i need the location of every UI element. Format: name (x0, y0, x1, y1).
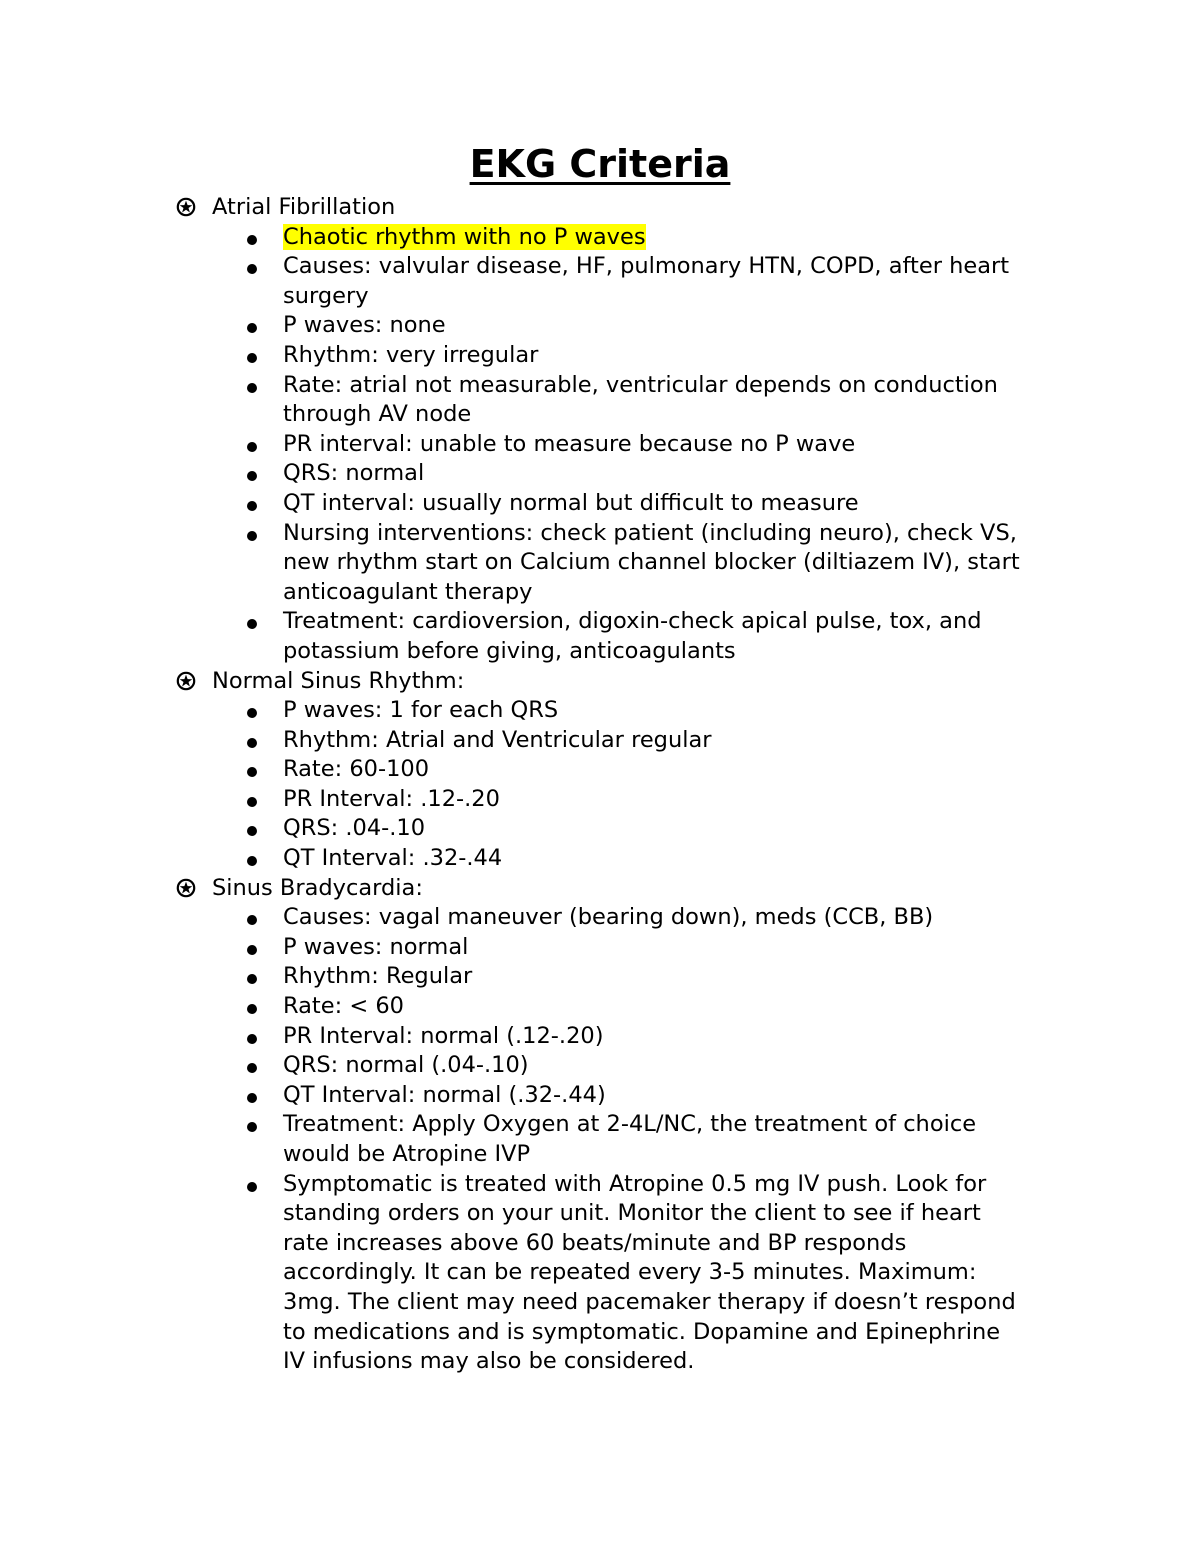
list-item (176, 459, 1096, 489)
star-bullet-icon (176, 196, 196, 216)
list-item (176, 607, 1096, 666)
list-item-line: Treatment: Apply Oxygen at 2-4L/NC, the treatment of choice (283, 1111, 977, 1138)
bullet-list (176, 696, 1096, 874)
bullet-dot-icon (247, 856, 257, 866)
bullet-dot-icon (247, 1093, 257, 1103)
list-item (176, 814, 1096, 844)
list-item (176, 696, 1096, 726)
bullet-dot-icon (247, 501, 257, 511)
section-heading (176, 667, 1096, 697)
list-item (176, 1022, 1096, 1052)
bullet-list (176, 223, 1096, 667)
list-item-line: PR Interval: .12-.20 (283, 785, 500, 812)
bullet-dot-icon (247, 353, 257, 363)
list-item-line: potassium before giving, anticoagulants (283, 637, 736, 664)
star-bullet-icon (176, 877, 196, 897)
list-item-line: Causes: vagal maneuver (bearing down), meds (CCB, BB) (283, 904, 934, 931)
list-item (176, 962, 1096, 992)
list-item (176, 933, 1096, 963)
bullet-dot-icon (247, 619, 257, 629)
list-item-line: Nursing interventions: check patient (including neuro), check VS, (283, 519, 1017, 546)
section-heading-text: Normal Sinus Rhythm: (212, 667, 465, 694)
list-item-line: would be Atropine IVP (283, 1141, 531, 1167)
bullet-dot-icon (247, 945, 257, 955)
document-title: EKG Criteria (469, 142, 731, 186)
bullet-dot-icon (247, 1182, 257, 1192)
list-item (176, 489, 1096, 519)
list-item-line: P waves: normal (283, 933, 469, 960)
bullet-dot-icon (247, 1034, 257, 1044)
list-item-line: Rate: atrial not measurable, ventricular depends on conduction (283, 371, 998, 398)
list-item-line: QRS: normal (283, 460, 425, 487)
outline-section (176, 874, 1096, 1377)
list-item-line: rate increases above 60 beats/minute and BP responds (283, 1229, 907, 1256)
list-item-line: Symptomatic is treated with Atropine 0.5 mg IV push. Look for (283, 1170, 987, 1197)
section-heading-text: Sinus Bradycardia: (212, 874, 423, 901)
list-item-line: QT interval: usually normal but difficult to measure (283, 489, 859, 516)
bullet-dot-icon (247, 471, 257, 481)
list-item-line: Rate: < 60 (283, 993, 404, 1020)
section-heading (176, 193, 1096, 223)
outline-section (176, 193, 1096, 667)
list-item (176, 223, 1096, 253)
list-item (176, 903, 1096, 933)
document-outline (176, 193, 1096, 1377)
section-heading-text: Atrial Fibrillation (212, 194, 396, 220)
list-item (176, 252, 1096, 311)
list-item-line: Rhythm: Regular (283, 963, 473, 990)
list-item-line: Rhythm: very irregular (283, 341, 539, 368)
bullet-dot-icon (247, 826, 257, 836)
bullet-dot-icon (247, 1004, 257, 1014)
bullet-dot-icon (247, 797, 257, 807)
list-item-line: QRS: .04-.10 (283, 815, 426, 842)
bullet-dot-icon (247, 738, 257, 748)
list-item (176, 755, 1096, 785)
list-item-line: new rhythm start on Calcium channel blocker (diltiazem IV), start (283, 549, 1020, 576)
list-item-line: QRS: normal (.04-.10) (283, 1052, 529, 1079)
star-bullet-icon (176, 670, 196, 690)
outline-section (176, 667, 1096, 874)
bullet-list (176, 903, 1096, 1377)
list-item-line: QT Interval: .32-.44 (283, 845, 503, 872)
bullet-dot-icon (247, 974, 257, 984)
list-item-line: PR Interval: normal (.12-.20) (283, 1022, 604, 1049)
list-item-line: P waves: 1 for each QRS (283, 697, 559, 724)
bullet-dot-icon (247, 235, 257, 245)
list-item-line: 3mg. The client may need pacemaker therapy if doesn’t respond (283, 1288, 1016, 1315)
list-item (176, 311, 1096, 341)
bullet-dot-icon (247, 383, 257, 393)
list-item (176, 1110, 1096, 1169)
list-item-line: surgery (283, 282, 369, 309)
list-item (176, 519, 1096, 608)
list-item-line: P waves: none (283, 312, 446, 339)
list-item-line: anticoagulant therapy (283, 578, 533, 605)
bullet-dot-icon (247, 767, 257, 777)
list-item (176, 1051, 1096, 1081)
list-item-line: PR interval: unable to measure because no P wave (283, 430, 856, 457)
list-item-line: Treatment: cardioversion, digoxin-check apical pulse, tox, and (283, 608, 982, 635)
list-item (176, 430, 1096, 460)
bullet-dot-icon (247, 708, 257, 718)
list-item-line: Rate: 60-100 (283, 756, 430, 783)
list-item-line: accordingly. It can be repeated every 3-5 minutes. Maximum: (283, 1259, 977, 1286)
list-item (176, 1081, 1096, 1111)
bullet-dot-icon (247, 323, 257, 333)
list-item (176, 992, 1096, 1022)
list-item-line: standing orders on your unit. Monitor the client to see if heart (283, 1200, 981, 1227)
list-item (176, 1170, 1096, 1377)
list-item (176, 726, 1096, 756)
section-heading (176, 874, 1096, 904)
list-item (176, 844, 1096, 874)
bullet-dot-icon (247, 442, 257, 452)
bullet-dot-icon (247, 1122, 257, 1132)
list-item (176, 341, 1096, 371)
list-item-line: Causes: valvular disease, HF, pulmonary HTN, COPD, after heart (283, 253, 1010, 280)
list-item (176, 371, 1096, 430)
list-item-line: Chaotic rhythm with no P waves (283, 223, 646, 250)
bullet-dot-icon (247, 1063, 257, 1073)
bullet-dot-icon (247, 264, 257, 274)
bullet-dot-icon (247, 531, 257, 541)
list-item-line: Rhythm: Atrial and Ventricular regular (283, 726, 712, 753)
bullet-dot-icon (247, 915, 257, 925)
list-item-line: through AV node (283, 401, 472, 428)
list-item-line: IV infusions may also be considered. (283, 1348, 695, 1375)
list-item (176, 785, 1096, 815)
list-item-line: to medications and is symptomatic. Dopamine and Epinephrine (283, 1318, 1001, 1345)
list-item-line: QT Interval: normal (.32-.44) (283, 1081, 606, 1108)
